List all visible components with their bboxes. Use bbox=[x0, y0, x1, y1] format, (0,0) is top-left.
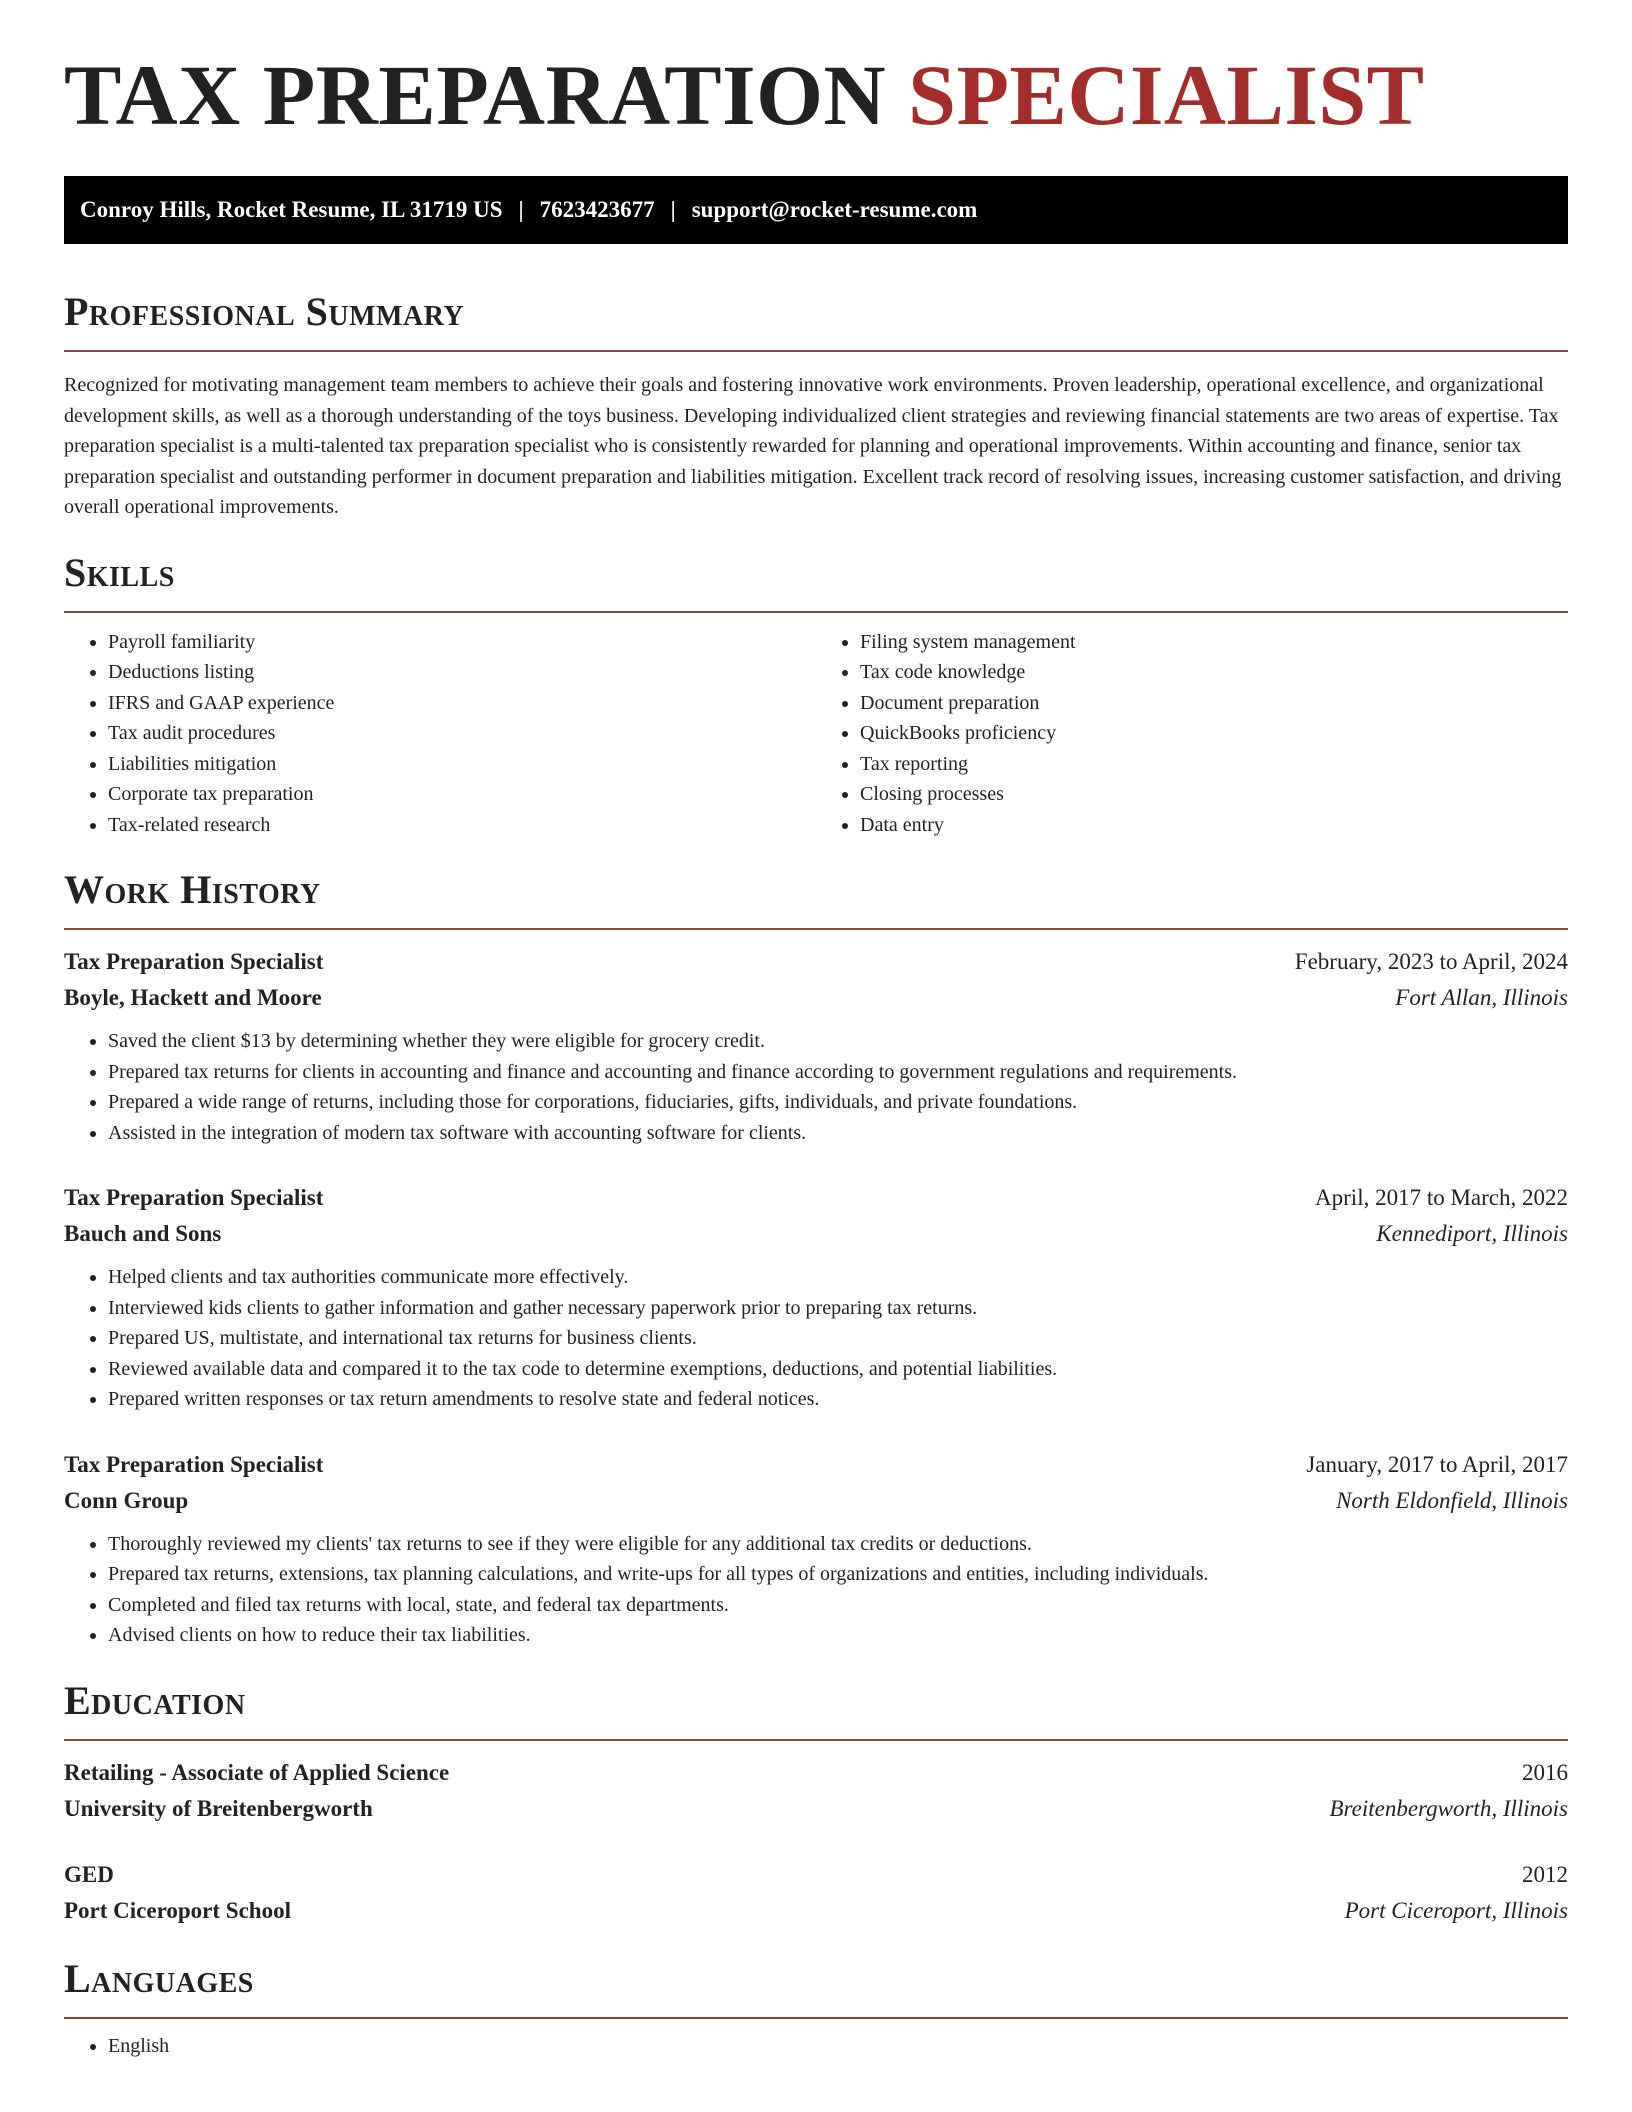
languages-section bbox=[64, 1955, 1568, 2062]
section-rule bbox=[64, 1739, 1568, 1741]
job-bullets bbox=[64, 1529, 1568, 1651]
education-entry bbox=[64, 1755, 1568, 1827]
skills-section bbox=[64, 549, 1568, 841]
job-bullet: • Advised clients on how to reduce their tax liabilities. bbox=[108, 1620, 1568, 1651]
education-school: University of Breitenbergworth bbox=[64, 1795, 373, 1821]
job-entry bbox=[64, 944, 1568, 1148]
skill-item: • IFRS and GAAP experience bbox=[108, 688, 816, 719]
skills-columns bbox=[64, 627, 1568, 841]
languages-list bbox=[64, 2031, 1568, 2062]
job-bullet: • Thoroughly reviewed my clients' tax returns to see if they were eligible for any additional tax credits or deductions. bbox=[108, 1529, 1568, 1560]
skills-list-left bbox=[64, 627, 816, 841]
section-rule bbox=[64, 2017, 1568, 2019]
job-subheader bbox=[64, 980, 1568, 1016]
job-company: Bauch and Sons bbox=[64, 1221, 222, 1246]
skill-item: • Closing processes bbox=[860, 779, 1568, 810]
section-rule bbox=[64, 928, 1568, 930]
job-dates: January, 2017 to April, 2017 bbox=[1306, 1451, 1568, 1477]
contact-email: support@rocket-resume.com bbox=[691, 197, 978, 222]
education-section bbox=[64, 1677, 1568, 1929]
job-bullet: • Completed and filed tax returns with local, state, and federal tax departments. bbox=[108, 1590, 1568, 1621]
contact-phone: 7623423677 bbox=[539, 197, 655, 222]
job-bullet: • Prepared tax returns, extensions, tax planning calculations, and write-ups for all types of organizations and entities, including individuals. bbox=[108, 1559, 1568, 1590]
title-main: TAX PREPARATION bbox=[64, 47, 887, 143]
job-header bbox=[64, 1180, 1568, 1216]
education-year: 2016 bbox=[1522, 1759, 1568, 1785]
job-bullets bbox=[64, 1262, 1568, 1415]
section-heading-work: Work History bbox=[64, 867, 321, 912]
job-bullet: • Prepared written responses or tax return amendments to resolve state and federal notices. bbox=[108, 1384, 1568, 1415]
section-heading-summary: Professional Summary bbox=[64, 289, 465, 334]
work-section bbox=[64, 867, 1568, 1651]
contact-address: Conroy Hills, Rocket Resume, IL 31719 US bbox=[80, 197, 503, 222]
job-bullet: • Saved the client $13 by determining whether they were eligible for grocery credit. bbox=[108, 1026, 1568, 1057]
skill-item: • Corporate tax preparation bbox=[108, 779, 816, 810]
section-rule bbox=[64, 611, 1568, 613]
section-heading-languages: Languages bbox=[64, 1955, 254, 2001]
job-bullet: • Prepared tax returns for clients in accounting and finance and accounting and finance according to government regulations and requirements. bbox=[108, 1057, 1568, 1088]
contact-separator: | bbox=[670, 197, 676, 222]
contact-separator: | bbox=[518, 197, 524, 222]
job-location: North Eldonfield, Illinois bbox=[1336, 1487, 1568, 1513]
skill-item: • Tax code knowledge bbox=[860, 657, 1568, 688]
job-company: Conn Group bbox=[64, 1487, 189, 1513]
job-bullet: • Helped clients and tax authorities communicate more effectively. bbox=[108, 1262, 1568, 1293]
summary-text: Recognized for motivating management team members to achieve their goals and fostering innovative work environments. Proven leadership, operational excellence, and organizational development skills, as well as a thorough understanding of the toys business. Developing individualized client strategies and reviewing financial statements are two areas of expertise. Tax preparation specialist is a multi-talented tax preparation specialist who is consistently rewarded for planning and operational improvements. Within accounting and finance, senior tax preparation specialist and outstanding performer in document preparation and liabilities mitigation. Excellent track record of resolving issues, increasing customer satisfaction, and driving overall operational improvements. bbox=[64, 374, 1562, 518]
job-subheader bbox=[64, 1216, 1568, 1252]
title-accent: SPECIALIST bbox=[908, 47, 1425, 143]
job-bullet: • Interviewed kids clients to gather information and gather necessary paperwork prior to preparing tax returns. bbox=[108, 1293, 1568, 1324]
section-heading-skills: Skills bbox=[64, 549, 175, 595]
skill-item: • Tax audit procedures bbox=[108, 718, 816, 749]
education-header bbox=[64, 1857, 1568, 1893]
skill-item: • QuickBooks proficiency bbox=[860, 718, 1568, 749]
education-location: Port Ciceroport, Illinois bbox=[1344, 1897, 1568, 1923]
education-header bbox=[64, 1755, 1568, 1791]
skill-item: • Document preparation bbox=[860, 688, 1568, 719]
education-subheader bbox=[64, 1893, 1568, 1929]
education-subheader bbox=[64, 1791, 1568, 1827]
job-company: Boyle, Hackett and Moore bbox=[64, 985, 322, 1010]
job-entry bbox=[64, 1447, 1568, 1651]
resume-title bbox=[64, 0, 1568, 143]
skill-item: • Filing system management bbox=[860, 627, 1568, 658]
job-title: Tax Preparation Specialist bbox=[64, 1451, 324, 1477]
job-header bbox=[64, 944, 1568, 980]
skills-list-right bbox=[816, 627, 1568, 841]
education-school: Port Ciceroport School bbox=[64, 1897, 291, 1923]
education-location: Breitenbergworth, Illinois bbox=[1329, 1795, 1568, 1821]
job-dates: April, 2017 to March, 2022 bbox=[1315, 1185, 1568, 1210]
contact-bar bbox=[64, 176, 1568, 244]
job-title: Tax Preparation Specialist bbox=[64, 1185, 324, 1210]
section-heading-education: Education bbox=[64, 1677, 246, 1723]
education-year: 2012 bbox=[1522, 1861, 1568, 1887]
skill-item: • Liabilities mitigation bbox=[108, 749, 816, 780]
education-degree: Retailing - Associate of Applied Science bbox=[64, 1759, 450, 1785]
job-bullet: • Prepared a wide range of returns, including those for corporations, fiduciaries, gifts, individuals, and private foundations. bbox=[108, 1087, 1568, 1118]
job-subheader bbox=[64, 1483, 1568, 1519]
job-bullet: • Reviewed available data and compared it to the tax code to determine exemptions, deductions, and potential liabilities. bbox=[108, 1354, 1568, 1385]
job-location: Fort Allan, Illinois bbox=[1395, 985, 1568, 1010]
section-rule bbox=[64, 350, 1568, 352]
job-title: Tax Preparation Specialist bbox=[64, 949, 324, 974]
job-bullet: • Assisted in the integration of modern tax software with accounting software for clients. bbox=[108, 1118, 1568, 1149]
job-dates: February, 2023 to April, 2024 bbox=[1294, 949, 1568, 974]
language-item: • English bbox=[108, 2031, 1568, 2062]
skill-item: • Data entry bbox=[860, 810, 1568, 841]
job-header bbox=[64, 1447, 1568, 1483]
job-bullet: • Prepared US, multistate, and international tax returns for business clients. bbox=[108, 1323, 1568, 1354]
job-location: Kennediport, Illinois bbox=[1376, 1221, 1568, 1246]
skill-item: • Tax-related research bbox=[108, 810, 816, 841]
job-bullets bbox=[64, 1026, 1568, 1148]
summary-section bbox=[64, 289, 1568, 523]
education-degree: GED bbox=[64, 1861, 114, 1887]
job-entry bbox=[64, 1180, 1568, 1415]
education-entry bbox=[64, 1857, 1568, 1929]
skill-item: • Tax reporting bbox=[860, 749, 1568, 780]
skill-item: • Payroll familiarity bbox=[108, 627, 816, 658]
skill-item: • Deductions listing bbox=[108, 657, 816, 688]
